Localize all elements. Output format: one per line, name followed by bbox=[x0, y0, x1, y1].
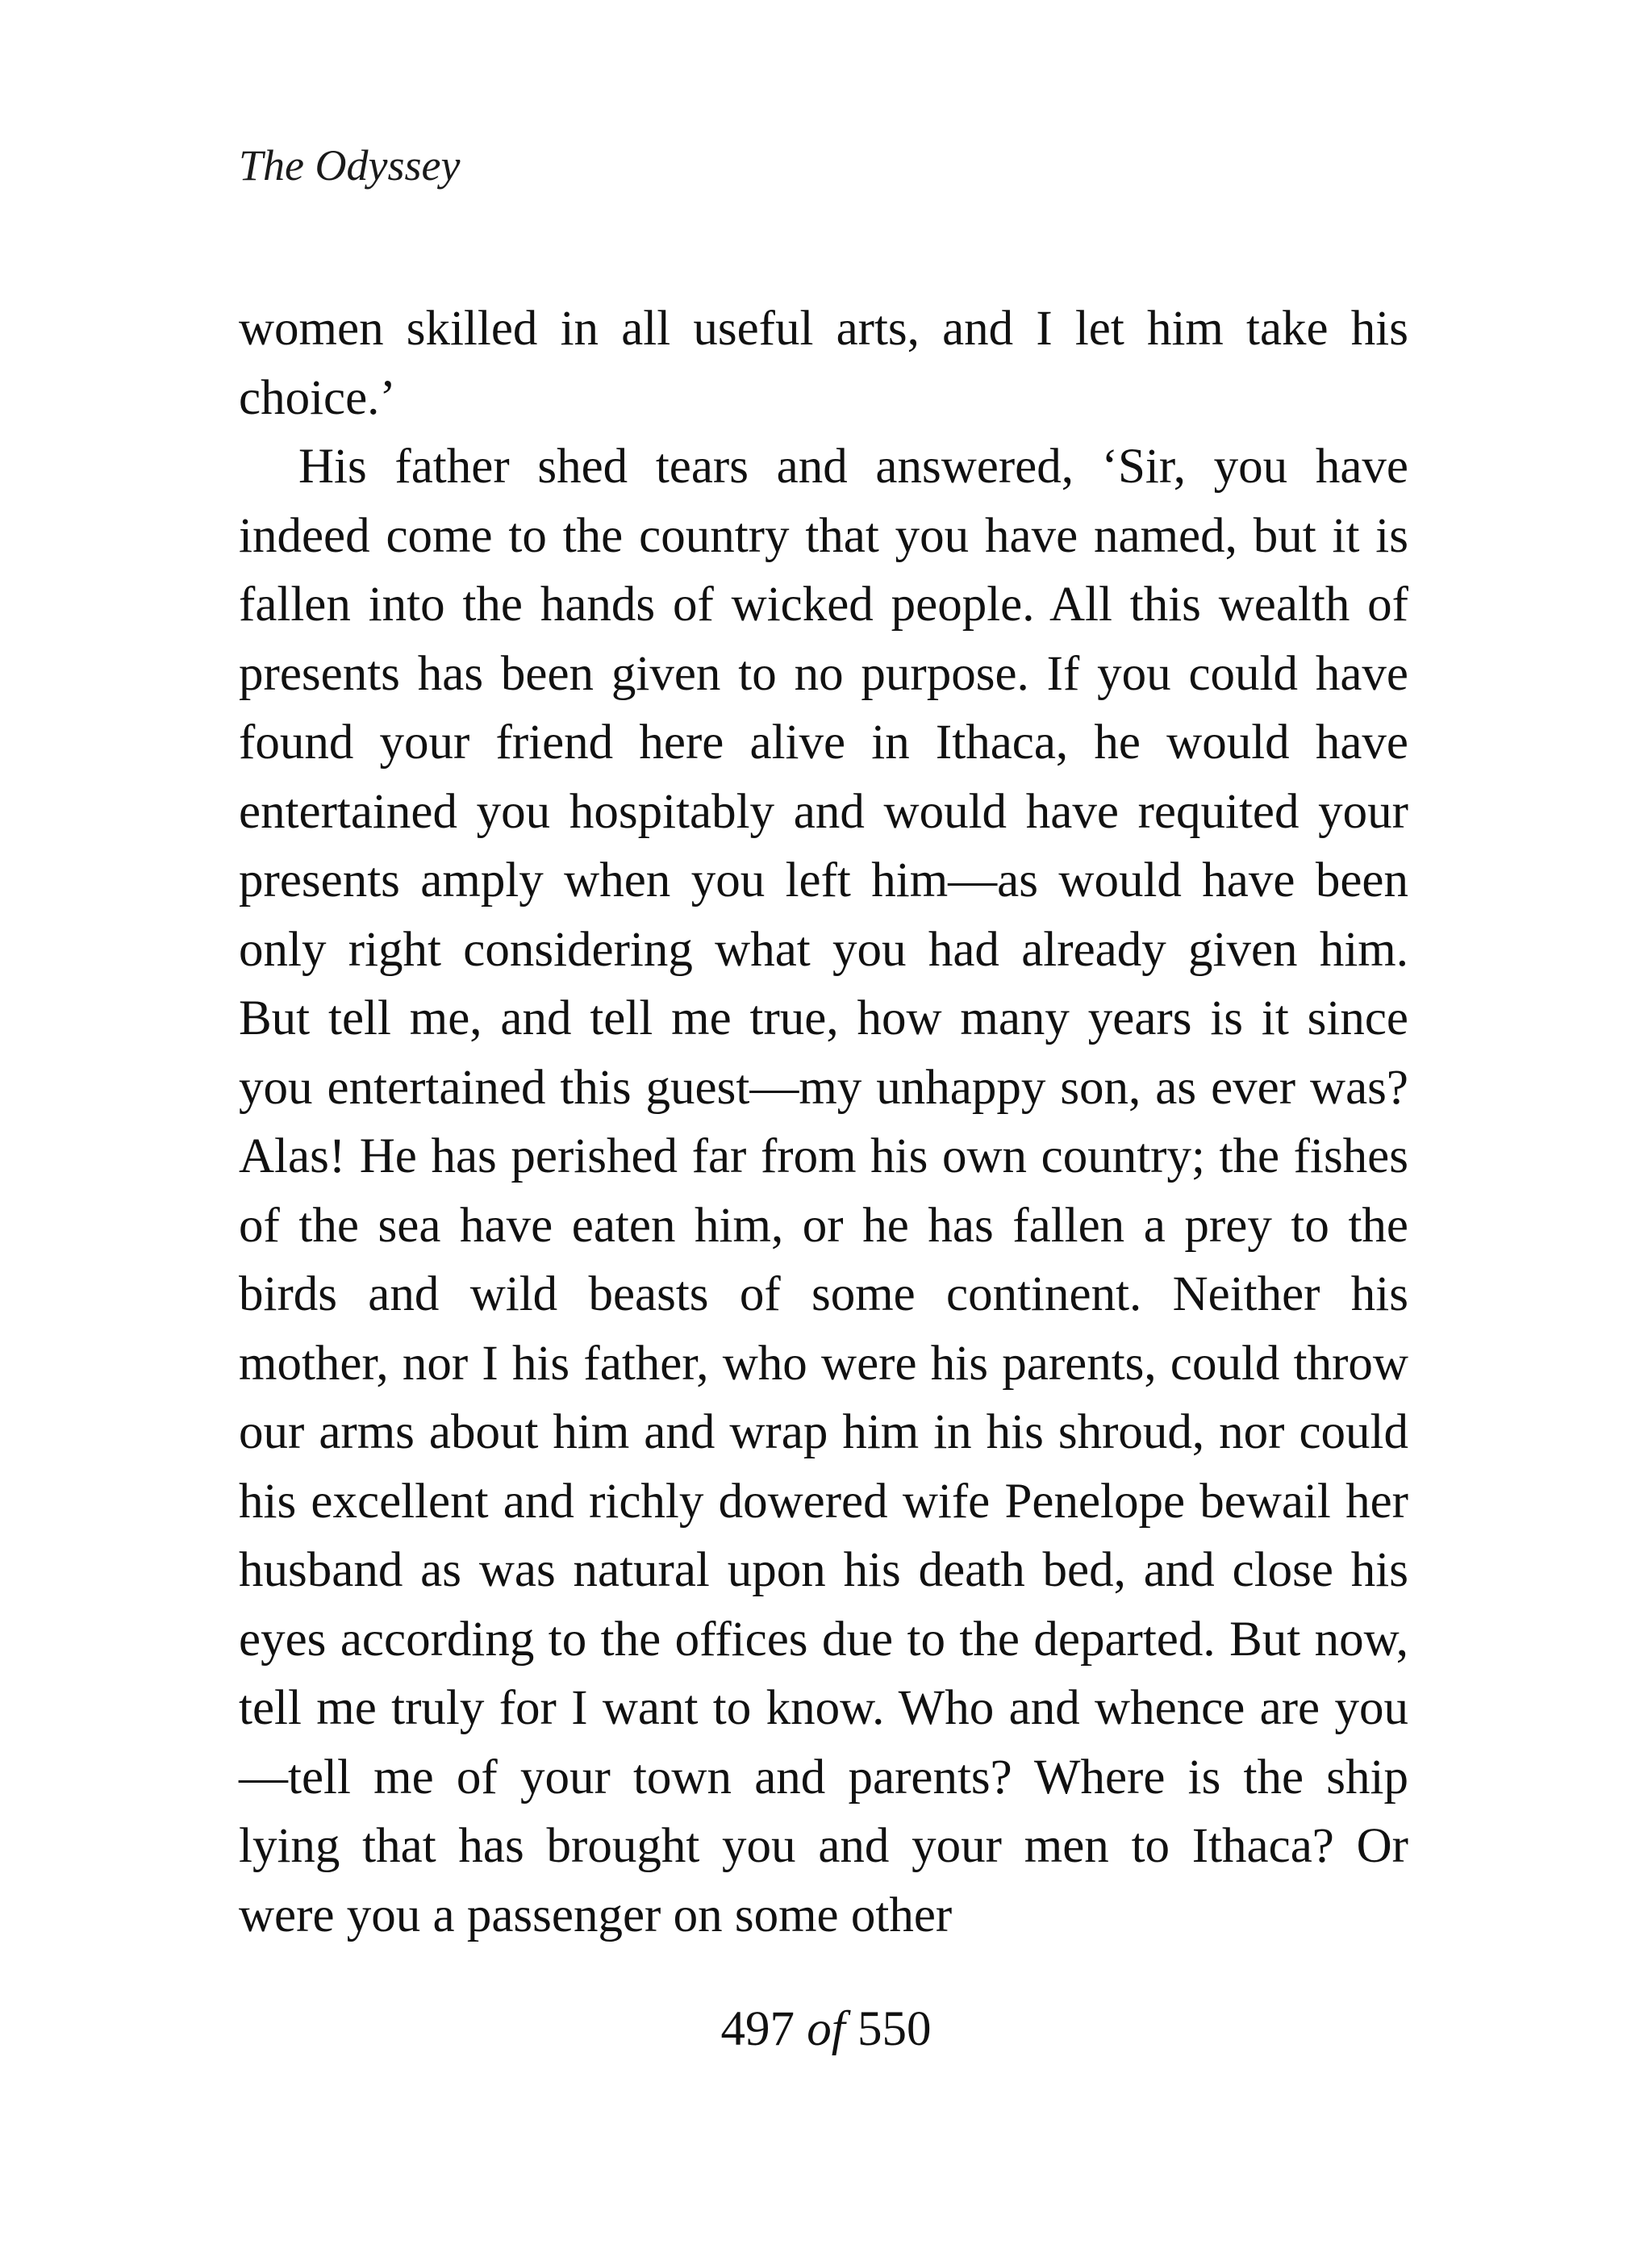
paragraph: His father shed tears and answered, ‘Sir, you have indeed come to the country that you have named, but it is fallen into the hands of wicked people. All this wealth of presents has been given to no purpose. If you could have found your friend here alive in Ithaca, he would have entertained you hospitably and would have requited your presents amply when you left him—as would have been only right considering what you had already given him. But tell me, and tell me true, how many years is it since you entertained this guest—my unhappy son, as ever was? Alas! He has perished far from his own country; the fishes of the sea have eaten him, or he has fallen a prey to the birds and wild beasts of some continent. Neither his mother, nor I his father, who were his parents, could throw our arms about him and wrap him in his shroud, nor could his excellent and richly dowered wife Penelope bewail her husband as was natural upon his death bed, and close his eyes according to the offices due to the departed. But now, tell me truly for I want to know. Who and whence are you—tell me of your town and parents? Where is the ship lying that has brought you and your men to Ithaca? Or were you a passenger on some other bbox=[239, 440, 1408, 1942]
paragraph-continuation: women skilled in all useful arts, and I let him take his choice.’ bbox=[239, 302, 1408, 425]
running-title: The Odyssey bbox=[239, 141, 461, 190]
page-number bbox=[0, 2002, 1652, 2056]
body-text bbox=[239, 294, 1408, 1950]
page-current: 497 bbox=[720, 2002, 795, 2056]
page-total: 550 bbox=[857, 2002, 932, 2056]
page-of: of bbox=[807, 2002, 845, 2056]
